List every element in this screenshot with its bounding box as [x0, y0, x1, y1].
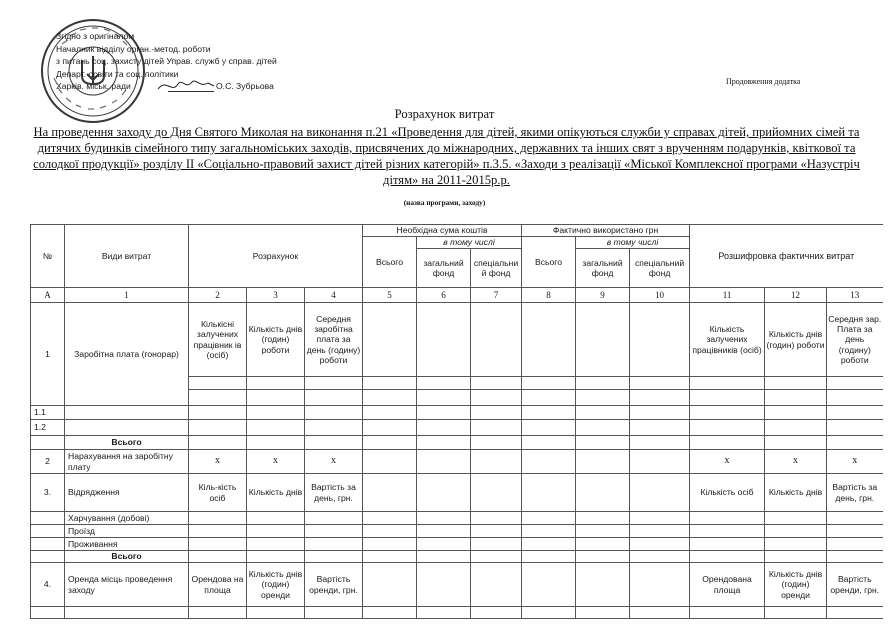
- header-number: №: [31, 225, 65, 288]
- header-total: Всього: [363, 237, 417, 288]
- continuation-note: Продовження додатка: [726, 77, 801, 86]
- calc-cell: Кількість днів (годин) оренди: [247, 563, 305, 607]
- row-expense-name: Відрядження: [65, 474, 189, 512]
- col-num: 12: [765, 288, 827, 303]
- document-caption: (назва програми, заходу): [403, 198, 486, 207]
- row-number: 4.: [31, 563, 65, 607]
- expenses-table: [30, 224, 883, 619]
- calc-cell: Орендова на площа: [189, 563, 247, 607]
- row-subitem: Проживання: [65, 538, 189, 551]
- row-subitem: Харчування (добові): [65, 512, 189, 525]
- row-number: 3.: [31, 474, 65, 512]
- col-num: А: [31, 288, 65, 303]
- row-number: 1.1: [31, 406, 65, 420]
- decoding-cell: Вартість оренди, грн.: [827, 563, 883, 607]
- header-decoding: Розшифровка фактичних витрат: [690, 225, 883, 288]
- x-mark: x: [690, 450, 765, 474]
- row-expense-name: Заробітна плата (гонорар): [65, 303, 189, 406]
- document-subject: На проведення заходу до Дня Святого Миколая на виконання п.21 «Проведення для дітей, якими опікуються служби у справах дітей, прийомних сімей та дитячих будинків сімейного типу загальноміських заходів, присвячених до міжнародних, державних та інших свят з врученням подарунків, квіткової та солодкої продукції» розділу ІІ «Соціально-правовий захист дітей різних категорій» п.3.5. «Заходи з реалізації «Міської Комплексної програми «Назустріч дітям» на 2011-2015р.р.: [33, 125, 860, 187]
- row-expense-name: Нарахування на заробітну плату: [65, 450, 189, 474]
- col-num: 2: [189, 288, 247, 303]
- header-including-actual: в тому числі: [576, 237, 690, 249]
- row-number: 2: [31, 450, 65, 474]
- table-row: [31, 525, 883, 538]
- table-row: [31, 406, 883, 420]
- column-number-row: [31, 288, 883, 303]
- header-calculation: Розрахунок: [189, 225, 363, 288]
- approval-line-copy: Згідно з оригіналом: [56, 31, 135, 41]
- total-label: Всього: [65, 551, 189, 563]
- signature-row: [56, 80, 356, 93]
- approval-block: [56, 30, 356, 93]
- col-num: 9: [576, 288, 630, 303]
- header-expense-types: Види витрат: [65, 225, 189, 288]
- calc-cell: Кіль-кість осіб: [189, 474, 247, 512]
- x-mark: x: [765, 450, 827, 474]
- col-num: 8: [522, 288, 576, 303]
- col-num: 11: [690, 288, 765, 303]
- calc-cell: Кількісні залучених працівник ів (осіб): [189, 303, 247, 377]
- approval-line-council: Харків. міськ. ради: [56, 81, 131, 92]
- table-row: [31, 538, 883, 551]
- header-general-fund: загальний фонд: [417, 249, 471, 288]
- calc-cell: Кількість днів: [247, 474, 305, 512]
- total-row: [31, 436, 883, 450]
- calc-cell: Середня заробітна плата за день (годину) роботи: [305, 303, 363, 377]
- col-num: 3: [247, 288, 305, 303]
- signer-name: О.С. Зубрьова: [216, 81, 274, 92]
- header-general-fund-actual: загальний фонд: [576, 249, 630, 288]
- decoding-cell: Кількість осіб: [690, 474, 765, 512]
- signature-line: [168, 91, 214, 92]
- document-title: Розрахунок витрат: [394, 107, 495, 121]
- table-row: [31, 420, 883, 436]
- col-num: 6: [417, 288, 471, 303]
- table-row: [31, 563, 883, 607]
- x-mark: x: [305, 450, 363, 474]
- decoding-cell: Кількість днів (годин) роботи: [765, 303, 827, 377]
- header-needed-sum: Необхідна сума коштів: [363, 225, 522, 237]
- header-total-actual: Всього: [522, 237, 576, 288]
- decoding-cell: Кількість залучених працівників (осіб): [690, 303, 765, 377]
- header-special-fund-actual: спеціальний фонд: [630, 249, 690, 288]
- table-header-row: [31, 225, 883, 237]
- x-mark: x: [827, 450, 883, 474]
- calc-cell: Вартість оренди, грн.: [305, 563, 363, 607]
- x-mark: x: [189, 450, 247, 474]
- col-num: 7: [471, 288, 522, 303]
- col-num: 13: [827, 288, 883, 303]
- table-row: [31, 512, 883, 525]
- table-row: [31, 474, 883, 512]
- table-row: [31, 450, 883, 474]
- approval-line-position: Началник відділу орган.-метод. роботи: [56, 43, 211, 54]
- header-actual-used: Фактично використано грн: [522, 225, 690, 237]
- header-special-fund: спеціальний фонд: [471, 249, 522, 288]
- col-num: 10: [630, 288, 690, 303]
- col-num: 1: [65, 288, 189, 303]
- decoding-cell: Вартість за день, грн.: [827, 474, 883, 512]
- calc-cell: Вартість за день, грн.: [305, 474, 363, 512]
- decoding-cell: Орендована площа: [690, 563, 765, 607]
- row-subitem: Проїзд: [65, 525, 189, 538]
- table-row: [31, 607, 883, 619]
- total-row: [31, 551, 883, 563]
- row-number: 1: [31, 303, 65, 406]
- col-num: 5: [363, 288, 417, 303]
- table-row: [31, 303, 883, 377]
- x-mark: x: [247, 450, 305, 474]
- decoding-cell: Кількість днів: [765, 474, 827, 512]
- decoding-cell: Середня зар. Плата за день (годину) роботи: [827, 303, 883, 377]
- row-number: 1.2: [31, 420, 65, 436]
- approval-line-department: з питань соц. захисту дітей Управ. служб у справ. дітей: [56, 56, 277, 67]
- total-label: Всього: [65, 436, 189, 450]
- approval-line-directorate: Департ. освіти та соц. політики: [56, 68, 179, 79]
- header-including: в тому числі: [417, 237, 522, 249]
- row-expense-name: Оренда місць проведення заходу: [65, 563, 189, 607]
- calc-cell: Кількість днів (годин) роботи: [247, 303, 305, 377]
- handwritten-signature: [156, 74, 216, 96]
- col-num: 4: [305, 288, 363, 303]
- decoding-cell: Кількість днів (годин) оренди: [765, 563, 827, 607]
